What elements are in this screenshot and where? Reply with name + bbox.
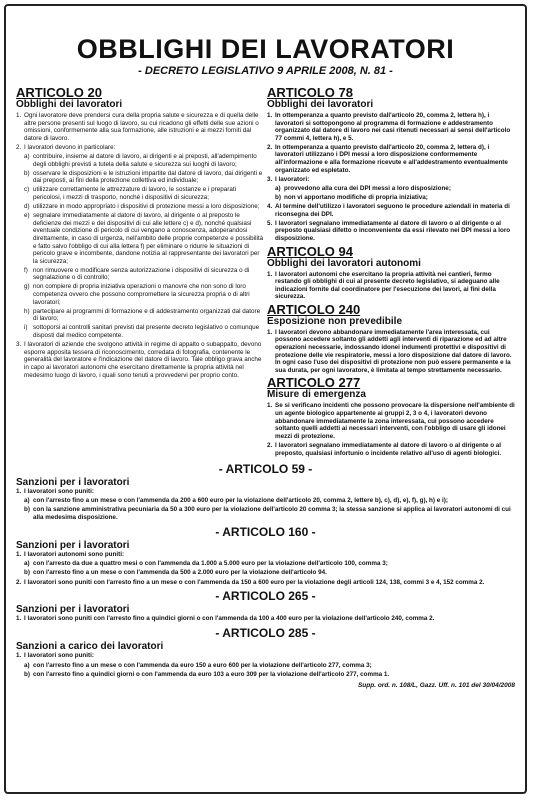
article-59-lines [16,488,515,522]
list-item: a) con l'arresto fino a un mese o con l'ammenda da euro 150 a euro 600 per la violazione dell'articolo 277, comma 3; [24,661,372,669]
article-20-item: h) partecipare ai programmi di formazione e di addestramento organizzati dal datore di lavoro; [24,307,261,323]
article-20-para-2: 2. I lavoratori devono in particolare: [16,143,116,151]
article-94-title: ARTICOLO 94 [267,243,353,259]
article-277-paras [267,402,515,457]
list-item: 1. I lavoratori sono puniti: [16,652,94,660]
sign-border [4,4,527,794]
list-item: 1. I lavoratori autonomi sono puniti: [16,550,125,558]
article-78-subitems [267,185,515,202]
article-285-lines [16,652,515,678]
list-item: 1. Se si verificano incidenti che possono provocare la dispersione nell'ambiente di un agente biologico appartenente ai gruppi 2, 3 o 4, i lavoratori devono abbandonare immediatamente la zona interessata, cui possono accedere soltanto quelli addetti ai necessari interventi, con l'obbligo di usare gli idonei mezzi di protezione. [267,402,515,440]
article-20-item: g) non compiere di propria iniziativa operazioni o manovre che non sono di loro competenza ovvero che possono compromettere la sicurezza propria o di altri lavoratori; [24,283,250,306]
article-265-subtitle: Sanzioni per i lavoratori [16,604,130,616]
sign-content [16,14,515,786]
article-20-para-1: 1. Ogni lavoratore deve prendersi cura della propria salute e sicurezza e di quella delle altre persone presenti sul luogo di lavoro, su cui ricadono gli effetti delle sue azioni o omissioni, conformemente alla sua formazione, alle istruzioni e ai mezzi forniti dal datore di lavoro. [16,112,259,142]
right-column [267,84,515,459]
list-item: 3. I lavoratori: [267,175,310,183]
list-item: a) con l'arresto fino a un mese o con l'ammenda da 200 a 600 euro per la violazione dell'articolo 20, comma 2, lettere b), c), d), e), f), g), h) e i); [24,496,448,504]
article-265-lines [16,615,515,623]
list-item: b) con l'arresto fino a un mese o con l'ammenda da 500 a 2.000 euro per la violazione dell'articolo 94. [24,569,327,577]
article-285-heading: - ARTICOLO 285 - [215,626,316,641]
article-240-title: ARTICOLO 240 [267,301,361,317]
list-item: 1. I lavoratori sono puniti con l'arresto fino a quindici giorni o con l'ammenda da 100 a 400 euro per la violazione dell'articolo 240, comma 2. [16,615,435,623]
article-20-item: c) utilizzare correttamente le attrezzature di lavoro, le sostanze e i preparati pericolosi, i mezzi di trasporto, nonché i dispositivi di sicurezza; [24,186,236,201]
footer-citation: Supp. ord. n. 108/L, Gazz. Uff. n. 101 del 30/04/2008 [357,681,515,689]
article-20-item: a) contribuire, insieme al datore di lavoro, ai dirigenti e ai preposti, all'adempimento degli obblighi previsti a tutela della salute e sicurezza sui luoghi di lavoro; [24,152,257,168]
list-item: 1. In ottemperanza a quanto previsto dall'articolo 20, comma 2, lettera h), i lavoratori si sottopongono al programma di formazione e addestramento organizzato dal datore di lavoro nei casi ritenuti necessari ai sensi dell'articolo 77 commi 4, lettera h), e 5. [267,112,511,142]
list-item: 1. I lavoratori sono puniti: [16,487,94,495]
sanctions-area [16,463,515,689]
article-94-paras [267,271,515,301]
list-item: b) con la sanzione amministrativa pecuniaria da 50 a 300 euro per la violazione dell'articolo 20 comma 3; la stessa sanzione si applica ai lavoratori autonomi di cui alla medesima disposizione. [24,506,511,521]
list-item: 1. I lavoratori autonomi che esercitano la propria attività nei cantieri, fermo restando gli obblighi di cui al presente decreto legislativo, si adeguano alle indicazioni fornite dal coordinatore per l'esecuzione dei lavori, ai fini della sicurezza. [267,270,500,301]
list-item: a) provvedono alla cura dei DPI messi a loro disposizione; [275,184,451,192]
article-78-paras-b [267,203,515,242]
article-277-subtitle: Misure di emergenza [267,389,366,401]
article-78-title: ARTICOLO 78 [267,85,353,100]
list-item: b) con l'arresto fino a quindici giorni o con l'ammenda da euro 103 a euro 309 per la violazione dell'articolo 277, comma 1. [24,670,390,678]
article-285-subtitle: Sanzioni a carico dei lavoratori [16,641,164,653]
article-20-subtitle: Obblighi dei lavoratori [16,99,123,110]
article-78-paras [267,112,515,183]
article-20-item: f) non rimuovere o modificare senza autorizzazione i dispositivi di sicurezza o di segnalazione o di controllo; [24,266,250,282]
article-59-heading: - ARTICOLO 59 - [218,461,313,476]
article-94-subtitle: Obblighi dei lavoratori autonomi [267,257,421,269]
list-item: a) con l'arresto da due a quattro mesi o con l'ammenda da 1.000 a 5.000 euro per la violazione dell'articolo 100, comma 3; [24,560,388,568]
article-160-heading: - ARTICOLO 160 - [215,524,316,539]
article-20-item: d) utilizzare in modo appropriato i dispositivi di protezione messi a loro disposizione; [24,203,260,211]
list-item: 2. I lavoratori sono puniti con l'arresto fino a un mese o con l'ammenda da 150 a 600 euro per la violazione degli articoli 124, 138, commi 3 e 4, 152 comma 2. [16,578,485,586]
article-20-para-3: 3. I lavoratori di aziende che svolgono attività in regime di appalto o subappalto, devono esporre apposita tessera di riconoscimento, corredata di fotografia, contenente le generalità del lavoratore e l'indicazione del datore di lavoro. Tale obbligo grava anche in capo ai lavoratori autonomi che esercitano direttamente la propria attività nel medesimo luogo di lavoro, i quali sono tenuti a provvedervi per proprio conto. [16,341,262,379]
article-277-title: ARTICOLO 277 [267,375,361,391]
list-item: b) non vi apportano modifiche di propria iniziativa; [275,193,428,201]
article-160-subtitle: Sanzioni per i lavoratori [16,539,130,551]
article-240-subtitle: Esposizione non prevedibile [267,315,403,327]
article-20-item: i) sottoporsi ai controlli sanitari previsti dal presente decreto legislativo o comunque disposti dal medico competente. [24,324,260,340]
list-item: 1. I lavoratori devono abbandonare immediatamente l'area interessata, cui possono accedere soltanto gli addetti agli interventi di riparazione ed ad altre operazioni necessarie, indossando idonei indumenti protettivi e dispositivi di protezione delle vie respiratorie, messi a loro disposizione dal datore di lavoro. In ogni caso l'uso dei dispositivi di protezione non può essere permanente e la sua durata, per ogni lavoratore, è limitata al tempo strettamente necessario. [267,328,512,374]
page-subtitle: - DECRETO LEGISLATIVO 9 APRILE 2008, N. 81 - [138,65,393,77]
list-item: 5. I lavoratori segnalano immediatamente al datore di lavoro o al dirigente o al preposto qualsiasi difetto o inconveniente da essi rilevato nei DPI messi a loro disposizione. [267,219,511,242]
article-20-item: b) osservare le disposizioni e le istruzioni impartite dal datore di lavoro, dai dirigenti e dai preposti, ai fini della protezione collettiva ed individuale; [24,169,263,185]
article-20-item: e) segnalare immediatamente al datore di lavoro, al dirigente o al preposto le deficienze dei mezzi e dei dispositivi di cui alle lettere c) e d), nonché qualsiasi eventuale condizione di pericolo di cui vengano a conoscenza, adoperandosi direttamente, in caso di urgenza, nell'ambito delle proprie competenze e possibilità e fatto salvo l'obbligo di cui alla lettera f) per eliminare o ridurre le situazioni di pericolo grave e incombente, dandone notizia al rappresentante dei lavoratori per la sicurezza; [24,212,264,265]
left-column [16,84,264,459]
list-item: 2. In ottemperanza a quanto previsto dall'articolo 20, comma 2, lettera d), i lavoratori utilizzano i DPI messi a loro disposizione conformemente all'informazione e alla formazione ricevute e all'addestramento eventualmente organizzato ed espletato. [267,143,508,174]
article-160-lines [16,551,515,587]
article-240-paras [267,329,515,375]
article-20-items [16,153,264,340]
two-column-area [16,84,515,459]
list-item: 2. I lavoratori segnalano immediatamente al datore di lavoro o al dirigente o al preposto, qualsiasi infortunio o incidente relativo all'uso di agenti biologici. [267,441,502,457]
list-item: 4. Al termine dell'utilizzo i lavoratori seguono le procedure aziendali in materia di riconsegna dei DPI. [267,203,510,218]
article-59-subtitle: Sanzioni per i lavoratori [16,476,130,488]
article-265-heading: - ARTICOLO 265 - [215,589,316,604]
article-78-subtitle: Obblighi dei lavoratori [267,99,374,110]
page-title: OBBLIGHI DEI LAVORATORI [76,34,455,64]
article-20-title: ARTICOLO 20 [16,85,102,100]
